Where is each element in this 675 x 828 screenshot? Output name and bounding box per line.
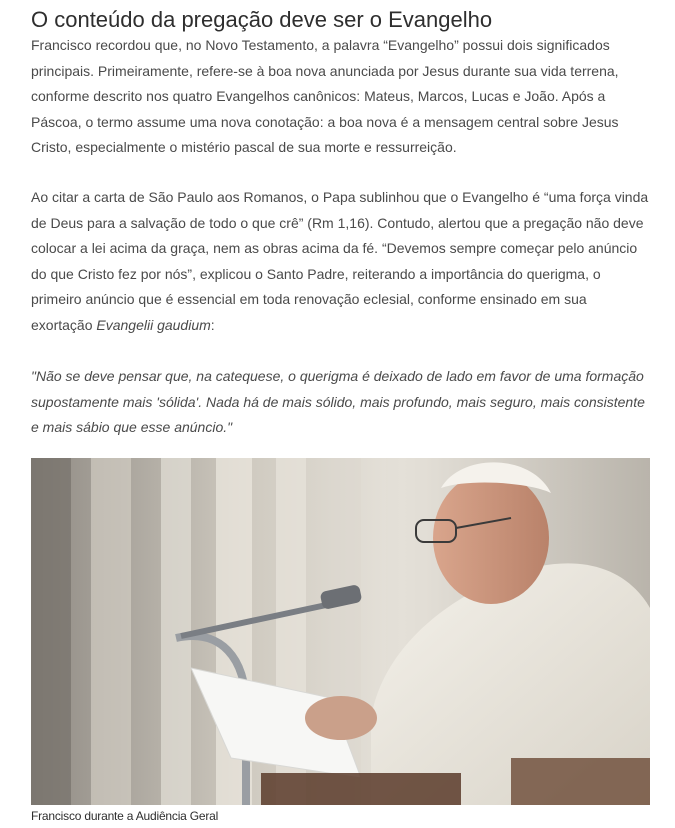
photo-caption: Francisco durante a Audiência Geral — [31, 809, 219, 823]
paragraph-2 — [31, 185, 651, 338]
paragraph-1: Francisco recordou que, no Novo Testamento, a palavra “Evangelho” possui dois significados principais. Primeiramente, refere-se à boa nova anunciada por Jesus durante sua vida terrena, conforme descrito nos quatro Evangelhos canônicos: Mateus, Marcos, Lucas e João. Após a Páscoa, o termo assume uma nova conotação: a boa nova é a mensagem central sobre Jesus Cristo, especialmente o mistério pascal de sua morte e ressurreição. — [31, 37, 619, 155]
paragraph-2-end: : — [210, 316, 215, 333]
photo-illustration — [31, 458, 650, 805]
quote-paragraph: "Não se deve pensar que, na catequese, o querigma é deixado de lado em favor de uma formação supostamente mais 'sólida'. Nada há de mais sólido, mais profundo, mais seguro, mais consistente e mais sábio que esse anúncio." — [31, 368, 645, 435]
article-photo — [31, 458, 650, 805]
paragraph-2-italic: Evangelii gaudium — [96, 316, 211, 333]
section-title: O conteúdo da pregação deve ser o Evangelho — [31, 7, 493, 32]
paragraph-2-text: Ao citar a carta de São Paulo aos Romanos, o Papa sublinhou que o Evangelho é “uma força vinda de Deus para a salvação de todo o que crê” (Rm 1,16). Contudo, alertou que a pregação não deve colocar a lei acima da graça, nem as obras acima da fé. “Devemos sempre começar pelo anúncio do que Cristo fez por nós”, explicou o Santo Padre, reiterando a importância do querigma, o primeiro anúncio que é essencial em toda renovação eclesial, conforme ensinado em sua exortação — [31, 189, 649, 333]
